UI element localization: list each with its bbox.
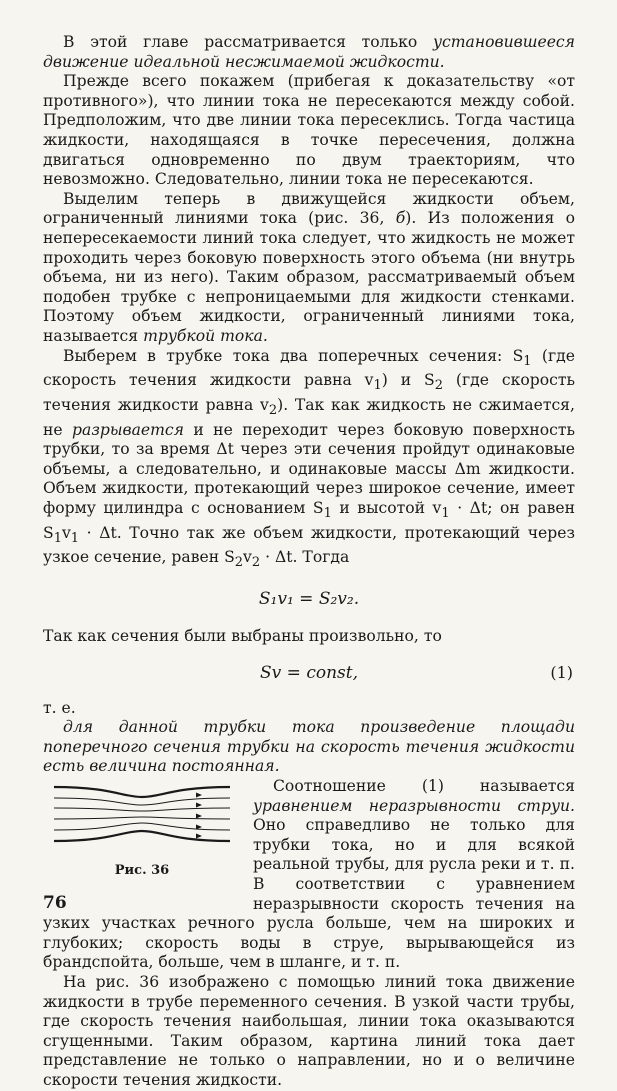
paragraph-streamlines-do-not-cross: Прежде всего покажем (прибегая к доказательству «от противного»), что линии тока не пересекаются между собой. Предположим, что две линии тока пересеклись. Тогда частица жидкости, находящаяся в точке пересечения, должна двигаться одновременно по двум траекториям, что невозможно. Следовательно, линии тока не пересекаются.	[43, 72, 575, 189]
paragraph-arbitrary-sections: Так как сечения были выбраны произвольно, то	[43, 627, 442, 646]
paragraph-figure-explanation: На рис. 36 изображено с помощью линий тока движение жидкости в трубе переменного сечения. В узкой части трубы, где скорость течения наибольшая, линии тока оказываются сгущенными. Таким образом, картина линий тока дает представление не только о направлении, но и о величине скорости течения жидкости.	[43, 973, 575, 1089]
paragraph-ie: т. е.	[43, 698, 76, 717]
page-body	[43, 33, 575, 1091]
figure-36	[43, 781, 241, 899]
law-statement: для данной трубки тока произведение площади поперечного сечения трубки на скорость течения жидкости есть величина постоянная.	[43, 718, 575, 776]
figure-and-text	[43, 777, 575, 973]
page-number: 76	[43, 893, 67, 913]
formula-sv-const: Sv = const,	[260, 662, 358, 683]
paragraph-stream-tube: Выделим теперь в движущейся жидкости объем, ограниченный линиями тока (рис. 36, б). Из положения о непересекаемости линий тока следует, что жидкость не может проходить через боковую поверхность этого объема (ни внутрь объема, ни из него). Таким образом, рассматриваемый объем подобен трубке с непроницаемыми для жидкости стенками. Поэтому объем жидкости, ограниченный линиями тока, называется трубкой тока.	[43, 189, 575, 345]
equation-number: (1)	[550, 662, 573, 682]
formula-continuity-sections: S₁v₁ = S₂v₂.	[258, 589, 360, 610]
pipe-streamlines-diagram	[52, 783, 232, 845]
paragraph-continuity-equation: Соотношение (1) называется уравнением неразрывности струи. Оно справедливо не только для трубки тока, но и для всякой реальной трубы, для русла реки и т. п. В соответствии с уравнением неразрывности скорость течения на узких участках речного русла больше, чем на широких и глубоких; скорость воды в струе, вырывающейся из брандспойта, больше, чем в шланге, и т. п.	[43, 777, 575, 972]
formula-continuity-equation	[43, 663, 575, 687]
paragraph-cross-sections: Выберем в трубке тока два поперечных сечения: $S_1$ (где скорость течения жидкости равна $v_1$) и $S_2$ (где скорость течения жидкости равна $v_2$). Так как жидкость не сжимается, не разрывается и не переходит через боковую поверхность трубки, то за время Δt через эти сечения пройдут одинаковые объемы, а следовательно, и одинаковые массы Δm жидкости. Объем жидкости, протекающий через широкое сечение, имеет форму цилиндра с основанием $S_1$ и высотой $v_1 \cdot \Delta t$; он равен $S_1v_1 \cdot \Delta t$. Точно так же объем жидкости, протекающий через узкое сечение, равен $S_2v_2 \cdot \Delta t$. Тогда	[43, 346, 576, 571]
figure-caption: Рис. 36	[114, 863, 170, 879]
paragraph-intro: В этой главе рассматривается только установившееся движение идеальной несжимаемой жидкости.	[43, 33, 575, 71]
